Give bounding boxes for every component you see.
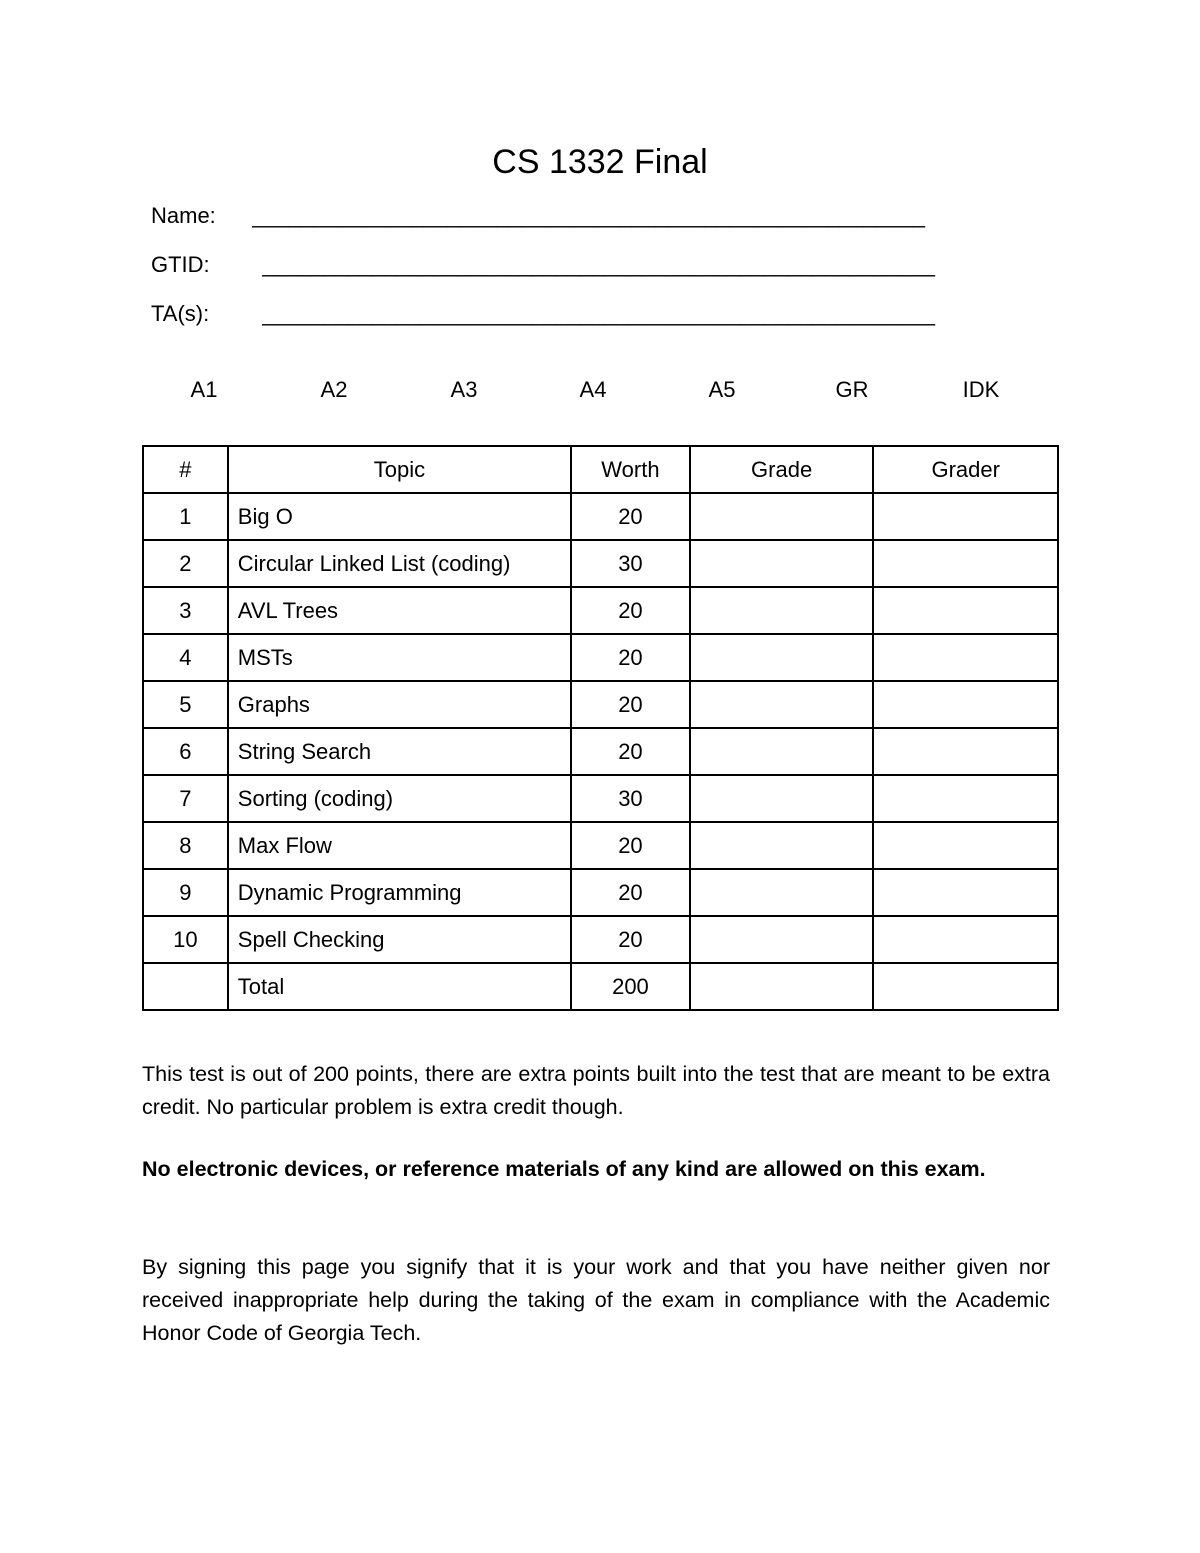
row-grade-cell[interactable] — [690, 916, 874, 963]
row-grade-cell[interactable] — [690, 540, 874, 587]
grade-table — [142, 445, 1059, 1011]
table-row — [143, 775, 1058, 822]
row-topic: Big O — [228, 493, 571, 540]
header-grade: Grade — [690, 446, 874, 493]
row-topic: Circular Linked List (coding) — [228, 540, 571, 587]
row-worth: 20 — [571, 493, 690, 540]
row-worth: 20 — [571, 634, 690, 681]
row-number: 8 — [143, 822, 228, 869]
row-grade-cell[interactable] — [690, 775, 874, 822]
row-grade-cell[interactable] — [690, 728, 874, 775]
row-topic: String Search — [228, 728, 571, 775]
row-grader-cell[interactable] — [873, 540, 1058, 587]
row-worth: 20 — [571, 822, 690, 869]
header-grader: Grader — [873, 446, 1058, 493]
row-worth: 30 — [571, 540, 690, 587]
gtid-line[interactable]: _______________________________________________________ — [262, 252, 935, 277]
row-grade-cell[interactable] — [690, 822, 874, 869]
ta-option-a1[interactable]: A1 — [190, 377, 218, 402]
row-number: 9 — [143, 869, 228, 916]
row-worth: 20 — [571, 681, 690, 728]
total-worth: 200 — [571, 963, 690, 1010]
table-row — [143, 728, 1058, 775]
row-grader-cell[interactable] — [873, 916, 1058, 963]
row-topic: Dynamic Programming — [228, 869, 571, 916]
row-grade-cell[interactable] — [690, 587, 874, 634]
ta-option-idk[interactable]: IDK — [962, 377, 1000, 402]
row-grader-cell[interactable] — [873, 869, 1058, 916]
table-row — [143, 493, 1058, 540]
total-label: Total — [228, 963, 571, 1010]
row-topic: MSTs — [228, 634, 571, 681]
ta-label: TA(s): — [151, 301, 210, 326]
row-number: 1 — [143, 493, 228, 540]
row-grader-cell[interactable] — [873, 634, 1058, 681]
name-label: Name: — [151, 203, 216, 228]
row-worth: 20 — [571, 728, 690, 775]
ta-option-gr[interactable]: GR — [835, 377, 869, 402]
row-number: 6 — [143, 728, 228, 775]
row-grade-cell[interactable] — [690, 681, 874, 728]
header-topic: Topic — [228, 446, 571, 493]
header-worth: Worth — [571, 446, 690, 493]
row-grader-cell[interactable] — [873, 728, 1058, 775]
row-grade-cell[interactable] — [690, 634, 874, 681]
points-paragraph: This test is out of 200 points, there are extra points built into the test that are meant to be extra credit. No particular problem is extra credit though. — [142, 1062, 1050, 1119]
name-line[interactable]: _______________________________________________________ — [252, 203, 925, 228]
ta-option-a5[interactable]: A5 — [708, 377, 736, 402]
row-grader-cell[interactable] — [873, 775, 1058, 822]
row-worth: 20 — [571, 916, 690, 963]
total-row — [143, 963, 1058, 1010]
row-worth: 30 — [571, 775, 690, 822]
row-topic: AVL Trees — [228, 587, 571, 634]
row-number: 10 — [143, 916, 228, 963]
row-number: 5 — [143, 681, 228, 728]
table-row — [143, 634, 1058, 681]
ta-option-a4[interactable]: A4 — [579, 377, 607, 402]
row-topic: Max Flow — [228, 822, 571, 869]
devices-paragraph: No electronic devices, or reference materials of any kind are allowed on this exam. — [142, 1157, 986, 1181]
table-row — [143, 681, 1058, 728]
gtid-label: GTID: — [151, 252, 210, 277]
row-grade-cell[interactable] — [690, 493, 874, 540]
row-grader-cell[interactable] — [873, 822, 1058, 869]
page-title: CS 1332 Final — [492, 143, 708, 181]
row-worth: 20 — [571, 869, 690, 916]
row-worth: 20 — [571, 587, 690, 634]
row-number: 2 — [143, 540, 228, 587]
row-topic: Spell Checking — [228, 916, 571, 963]
row-number — [143, 963, 228, 1010]
header-number: # — [143, 446, 228, 493]
ta-option-a2[interactable]: A2 — [320, 377, 348, 402]
row-grader-cell[interactable] — [873, 493, 1058, 540]
ta-option-a3[interactable]: A3 — [450, 377, 478, 402]
row-number: 7 — [143, 775, 228, 822]
row-grader-cell[interactable] — [873, 587, 1058, 634]
honor-paragraph: By signing this page you signify that it is your work and that you have neither given nor received inappropriate help during the taking of the exam in compliance with the Academic Honor Code of Georgia Tech. — [142, 1255, 1050, 1345]
table-row — [143, 822, 1058, 869]
row-number: 3 — [143, 587, 228, 634]
row-topic: Graphs — [228, 681, 571, 728]
total-grader-cell[interactable] — [873, 963, 1058, 1010]
table-row — [143, 587, 1058, 634]
table-header-row — [143, 446, 1058, 493]
table-row — [143, 869, 1058, 916]
row-number: 4 — [143, 634, 228, 681]
total-grade-cell[interactable] — [690, 963, 874, 1010]
row-grader-cell[interactable] — [873, 681, 1058, 728]
row-grade-cell[interactable] — [690, 869, 874, 916]
table-row — [143, 916, 1058, 963]
ta-line[interactable]: _______________________________________________________ — [262, 301, 935, 326]
row-topic: Sorting (coding) — [228, 775, 571, 822]
table-row — [143, 540, 1058, 587]
